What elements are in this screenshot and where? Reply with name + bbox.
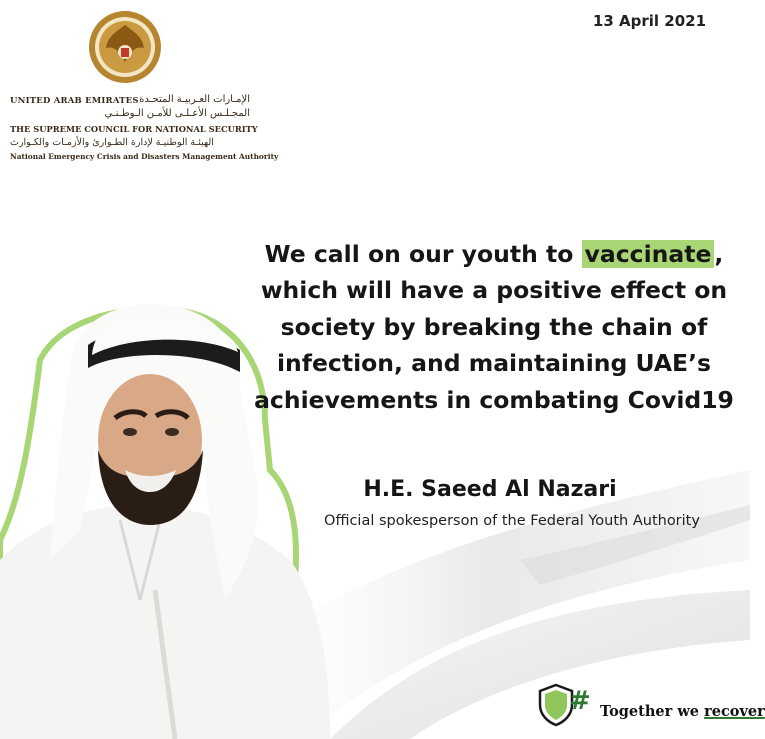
quote-text: [246, 236, 742, 418]
speaker-name: H.E. Saeed Al Nazari: [363, 477, 617, 502]
quote-part: , which will have a positive effect on society by breaking the chain of infection, and maintaining UAE’s achievements in combating Covid19: [254, 240, 734, 414]
campaign-tagline: [600, 703, 765, 720]
date-label: 13 April 2021: [592, 12, 706, 30]
authority-name-ar: الهيئـة الوطنيـة لإدارة الطـوارئ والأزمـات والكـوارث: [10, 137, 214, 148]
quote-part: We call on our youth to: [264, 240, 582, 268]
hashtag-symbol: #: [569, 686, 591, 716]
country-name-en: UNITED ARAB EMIRATES: [10, 96, 139, 106]
quote-highlight: vaccinate: [582, 240, 715, 268]
tagline-underlined: recover: [704, 703, 765, 720]
person-robe: [0, 505, 330, 739]
council-name-ar: المجـلـس الأعـلـى للأمـن الـوطـنـي: [104, 108, 250, 119]
tagline-text: Together we: [600, 703, 705, 720]
country-name-ar: الإمـارات العـربيـة المتحـدة: [139, 94, 250, 105]
authority-name-en: National Emergency Crisis and Disasters Management Authority: [10, 152, 279, 161]
uae-emblem-logo: [88, 10, 162, 84]
council-name-en: THE SUPREME COUNCIL FOR NATIONAL SECURITY: [10, 124, 258, 134]
speaker-title: Official spokesperson of the Federal Youth Authority: [324, 513, 700, 529]
